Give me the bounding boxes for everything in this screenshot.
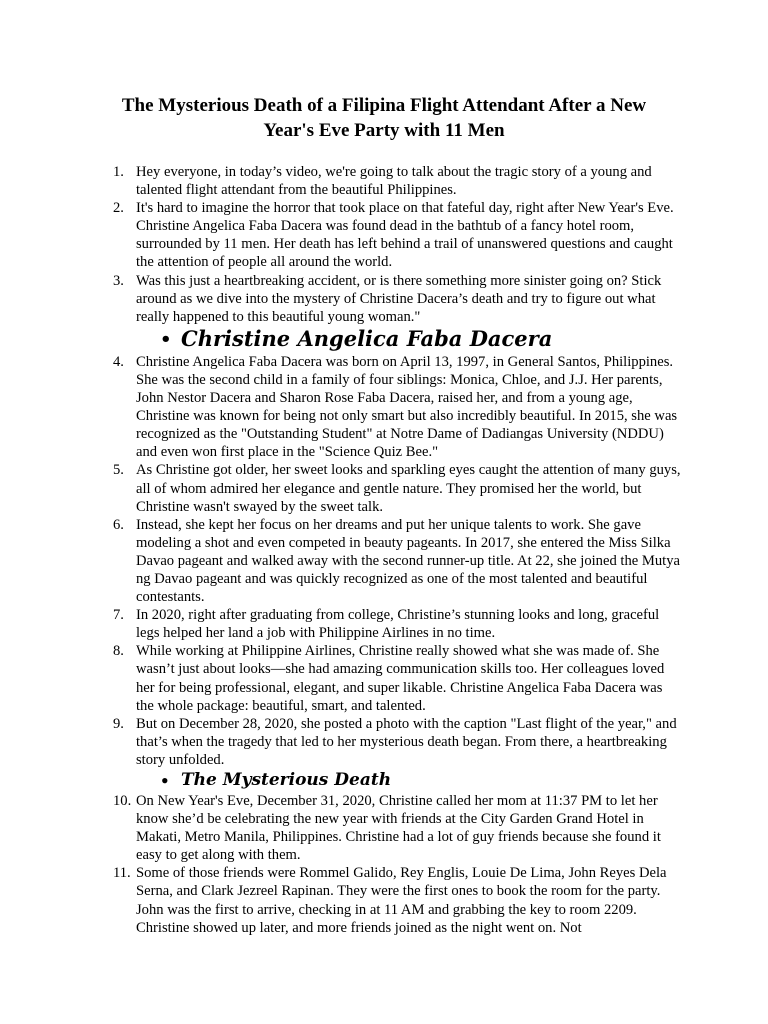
section-heading-text: Christine Angelica Faba Dacera bbox=[181, 325, 553, 351]
list-item-number: 6. bbox=[113, 516, 124, 533]
list-item-number: 10. bbox=[113, 793, 132, 809]
section-heading bbox=[96, 326, 682, 352]
list-item-number: 4. bbox=[113, 353, 124, 370]
list-item bbox=[96, 792, 682, 864]
document-title: The Mysterious Death of a Filipina Flight Attendant After a New Year's Eve Party with 11 Men bbox=[121, 95, 647, 141]
list-item bbox=[96, 461, 682, 515]
list-item bbox=[96, 715, 682, 769]
section-heading-text: The Mysterious Death bbox=[181, 770, 392, 790]
list-item-text: But on December 28, 2020, she posted a photo with the caption "Last flight of the year," and that’s when the tragedy that led to her mysterious death began. From there, a heartbreaking story unfolded. bbox=[136, 715, 677, 768]
section-heading bbox=[96, 769, 682, 791]
list-item bbox=[96, 163, 682, 199]
list-item-number: 9. bbox=[113, 715, 124, 732]
list-item-number: 8. bbox=[113, 643, 124, 660]
list-item-number: 1. bbox=[113, 164, 124, 180]
list-item-number: 3. bbox=[113, 272, 124, 289]
list-item-text: Christine Angelica Faba Dacera was born on April 13, 1997, in General Santos, Philippines. She was the second child in a family of four siblings: Monica, Chloe, and J.J. Her parents, John Nestor Dacera and Sharon Rose Faba Dacera, raised her, and from a young age, Christine was known for being not only smart but also incredibly beautiful. In 2015, she was recognized as the "Outstanding Student" at Notre Dame of Dadiangas University (NDDU) and even won first place in the "Science Quiz Bee." bbox=[136, 353, 678, 461]
list-item-text: Instead, she kept her focus on her dreams and put her unique talents to work. She gave modeling a shot and even competed in beauty pageants. In 2017, she entered the Miss Silka Davao pageant and walked away with the second runner-up title. At 22, she joined the Mutya ng Davao pageant and was quickly recognized as one of the most talented and beautiful contestants. bbox=[136, 516, 680, 606]
list-item bbox=[96, 864, 682, 936]
list-item-text: Was this just a heartbreaking accident, or is there something more sinister going on? Stick around as we dive into the mystery of Christine Dacera’s death and try to figure out what really happened to this beautiful young woman." bbox=[136, 272, 662, 325]
list-item-text: Some of those friends were Rommel Galido, Rey Englis, Louie De Lima, John Reyes Dela Serna, and Clark Jezreel Rapinan. They were the first ones to book the room for the party. John was the first to arrive, checking in at 11 AM and grabbing the key to room 2209. Christine showed up later, and more friends joined as the night went on. Not bbox=[136, 865, 667, 936]
list-item bbox=[96, 642, 682, 714]
list-item-number: 2. bbox=[113, 200, 124, 217]
list-item-number: 11. bbox=[113, 865, 131, 882]
list-item-text: While working at Philippine Airlines, Christine really showed what she was made of. She wasn’t just about looks—she had amazing communication skills too. Her colleagues loved her for being professional, elegant, and super likable. Christine Angelica Faba Dacera was the whole package: beautiful, smart, and talented. bbox=[136, 643, 665, 714]
list-item bbox=[96, 353, 682, 462]
list-item-number: 5. bbox=[113, 462, 124, 479]
list-item-text: It's hard to imagine the horror that took place on that fateful day, right after New Year's Eve. Christine Angelica Faba Dacera was found dead in the bathtub of a fancy hotel room, surrounded by 11 men. Her death has left behind a trail of unanswered questions and caught the attention of people all around the world. bbox=[136, 200, 674, 271]
list-item bbox=[96, 606, 682, 642]
list-item-number: 7. bbox=[113, 607, 124, 624]
list-item-text: In 2020, right after graduating from college, Christine’s stunning looks and long, graceful legs helped her land a job with Philippine Airlines in no time. bbox=[136, 607, 660, 642]
list-item bbox=[96, 199, 682, 271]
list-item-text: Hey everyone, in today’s video, we're going to talk about the tragic story of a young and talented flight attendant from the beautiful Philippines. bbox=[136, 164, 652, 199]
list-item bbox=[96, 516, 682, 606]
document-body bbox=[96, 163, 682, 937]
list-item-text: As Christine got older, her sweet looks and sparkling eyes caught the attention of many guys, all of whom admired her elegance and gentle nature. They promised her the world, but Christine wasn't swayed by the sweet talk. bbox=[136, 462, 681, 515]
list-item-text: On New Year's Eve, December 31, 2020, Christine called her mom at 11:37 PM to let her know she’d be celebrating the new year with friends at the City Garden Grand Hotel in Makati, Metro Manila, Philippines. Christine had a lot of guy friends because she found it easy to get along with them. bbox=[136, 793, 661, 864]
bullet-icon: • bbox=[160, 772, 170, 790]
bullet-icon: • bbox=[160, 328, 172, 350]
list-item bbox=[96, 272, 682, 326]
